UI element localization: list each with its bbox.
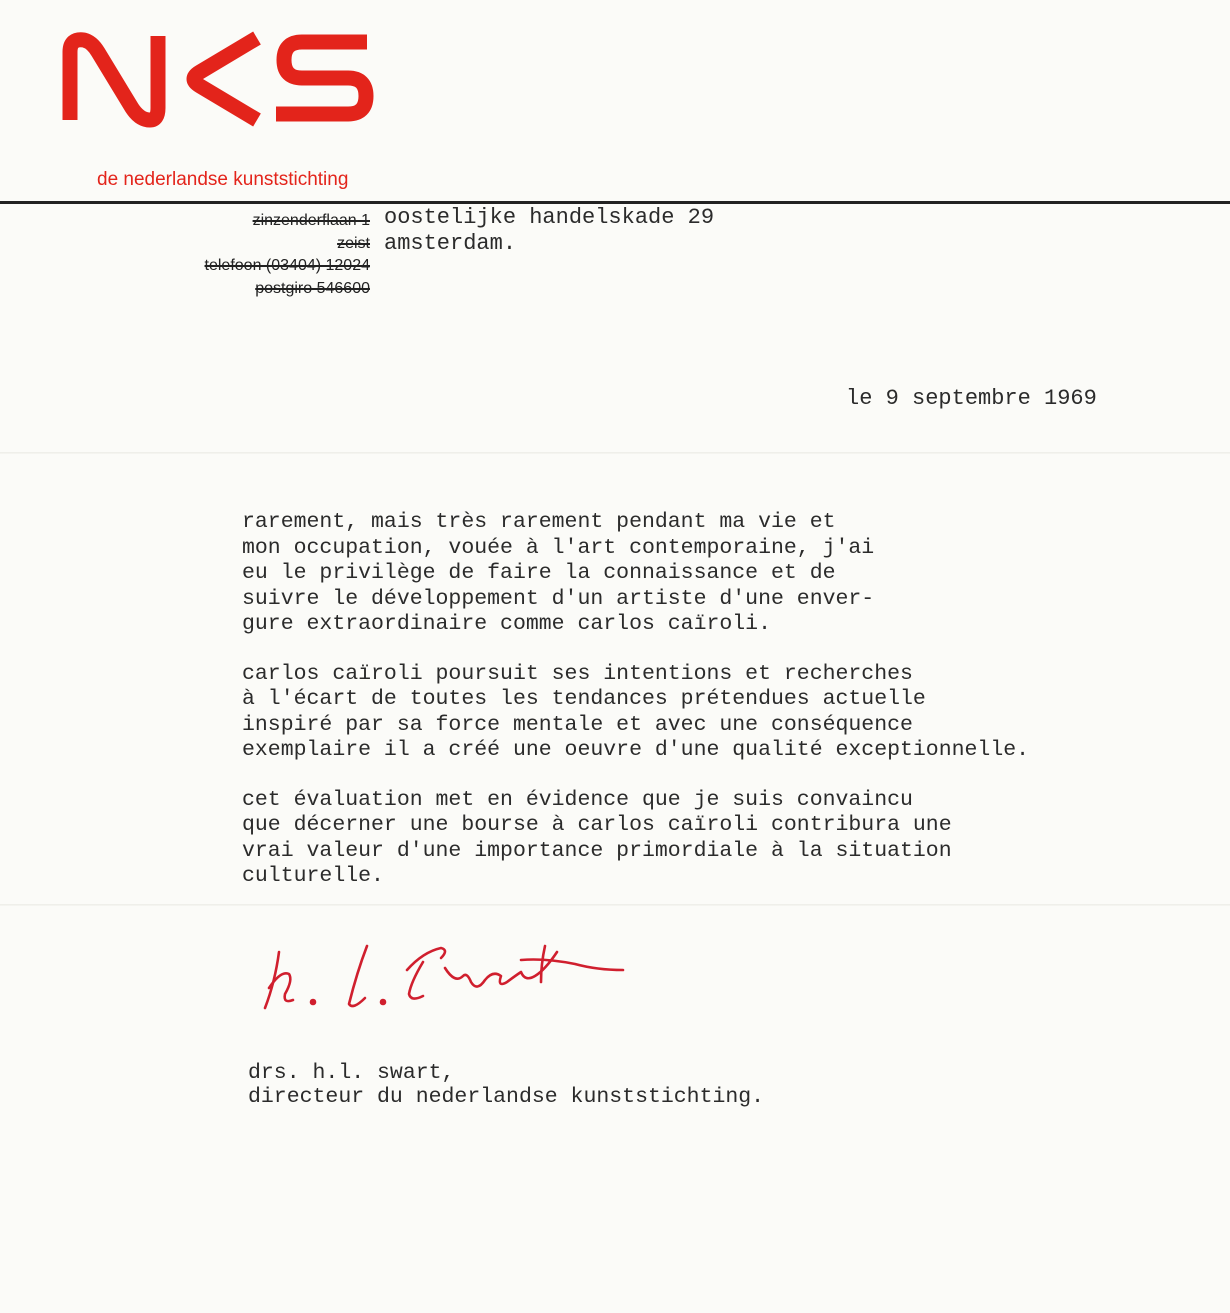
old-address-line: telefoon (03404) 12024 [204, 257, 370, 274]
body-line: que décerner une bourse à carlos caïroli contribura une [242, 813, 952, 837]
header-rule [0, 201, 1230, 204]
body-line: suivre le développement d'un artiste d'une enver- [242, 586, 875, 611]
letter-body [242, 510, 1202, 914]
body-line: mon occupation, vouée à l'art contemporaine, j'ai [242, 535, 875, 560]
old-address-block [140, 210, 370, 300]
paragraph [242, 662, 1202, 764]
signatory-name: drs. h.l. swart, [248, 1061, 455, 1085]
body-line: vrai valeur d'une importance primordiale à la situation [242, 838, 952, 863]
paper-fold [0, 452, 1230, 454]
signatory-title: directeur du nederlandse kunststichting. [248, 1085, 765, 1109]
body-line: carlos caïroli poursuit ses intentions et recherches [242, 661, 913, 686]
signature-strokes [265, 946, 623, 1008]
body-line: exemplaire il a créé une oeuvre d'une qualité exceptionnelle. [242, 738, 1030, 762]
nks-logo-mark [70, 36, 367, 120]
letter-date: le 9 septembre 1969 [846, 386, 1097, 411]
body-line: rarement, mais très rarement pendant ma vie et [242, 510, 836, 534]
body-line: inspiré par sa force mentale et avec une conséquence [242, 712, 913, 737]
new-address-line: amsterdam. [384, 231, 517, 256]
old-address-line: postgiro 546600 [255, 279, 370, 297]
paragraph [242, 510, 1202, 638]
nks-logo [62, 28, 382, 128]
body-line: culturelle. [242, 864, 384, 888]
signatory-block [248, 1061, 764, 1109]
body-line: cet évaluation met en évidence que je suis convaincu [242, 787, 913, 812]
new-address-line: oostelijke handelskade 29 [384, 205, 715, 230]
handwritten-signature [245, 912, 645, 1022]
paragraph [242, 788, 1202, 890]
tagline: de nederlandse kunststichting [97, 169, 349, 190]
body-line: eu le privilège de faire la connaissance et de [242, 561, 836, 585]
old-address-line: zinzenderflaan 1 [252, 212, 370, 229]
old-address-line: zeist [337, 234, 370, 252]
new-address-block [384, 205, 714, 257]
body-line: gure extraordinaire comme carlos caïroli. [242, 612, 771, 636]
body-line: à l'écart de toutes les tendances prétendues actuelle [242, 687, 926, 711]
